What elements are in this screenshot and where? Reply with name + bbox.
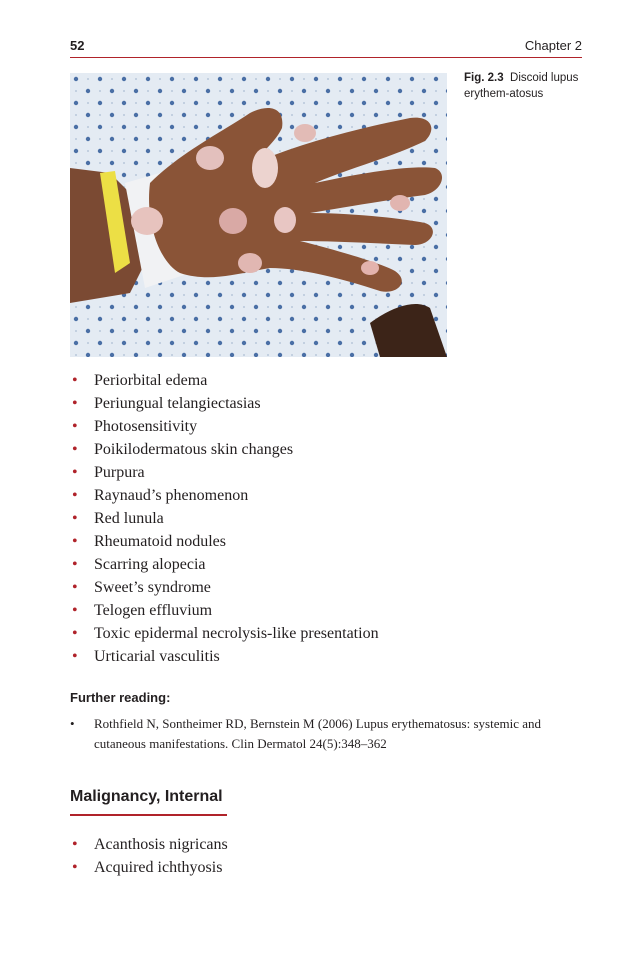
bullet-icon: • <box>72 372 78 389</box>
list-item-text: Red lunula <box>94 510 164 527</box>
further-reading-heading: Further reading: <box>70 690 171 705</box>
sign-list <box>72 369 379 668</box>
reference-text: Rothfield N, Sontheimer RD, Bernstein M (2006) Lupus erythematosus: systemic and cutaneous manifestations. Clin Dermatol 24(5):348–362 <box>94 716 541 751</box>
hand-lesions-photo <box>70 73 447 357</box>
bullet-icon: • <box>72 625 78 642</box>
page-number: 52 <box>70 38 85 53</box>
list-item <box>72 461 379 484</box>
section-heading: Malignancy, Internal <box>70 788 223 805</box>
list-item-text: Purpura <box>94 464 145 481</box>
bullet-icon: • <box>72 395 78 412</box>
list-item <box>72 438 379 461</box>
bullet-icon: • <box>72 418 78 435</box>
section-rule <box>70 814 227 816</box>
list-item-text: Sweet’s syndrome <box>94 579 211 596</box>
header-rule <box>70 57 582 58</box>
list-item <box>72 576 379 599</box>
list-item-text: Periungual telangiectasias <box>94 395 261 412</box>
list-item <box>72 369 379 392</box>
list-item-text: Raynaud’s phenomenon <box>94 487 249 504</box>
bullet-icon: • <box>72 602 78 619</box>
list-item <box>72 553 379 576</box>
list-item-text: Periorbital edema <box>94 372 208 389</box>
list-item-text: Photosensitivity <box>94 418 198 435</box>
list-item-text: Telogen effluvium <box>94 602 213 619</box>
figure-photo <box>70 73 447 357</box>
bullet-icon: • <box>72 556 78 573</box>
section-list <box>72 833 228 879</box>
list-item-text: Scarring alopecia <box>94 556 206 573</box>
running-header <box>70 38 582 56</box>
chapter-label: Chapter 2 <box>524 38 582 53</box>
list-item <box>72 645 379 668</box>
list-item-text: Poikilodermatous skin changes <box>94 441 294 458</box>
list-item-text: Acquired ichthyosis <box>94 859 223 876</box>
list-item <box>72 622 379 645</box>
bullet-icon: • <box>72 441 78 458</box>
list-item <box>72 484 379 507</box>
figure-caption-text: Discoid lupus erythem-atosus <box>464 72 579 100</box>
bullet-icon: • <box>70 716 75 731</box>
list-item-text: Toxic epidermal necrolysis-like presentation <box>94 625 379 642</box>
bullet-icon: • <box>72 836 78 853</box>
list-item <box>72 392 379 415</box>
bullet-icon: • <box>72 510 78 527</box>
figure-label: Fig. 2.3 <box>464 72 504 84</box>
list-item-text: Acanthosis nigricans <box>94 836 228 853</box>
list-item <box>72 599 379 622</box>
list-item <box>72 530 379 553</box>
bullet-icon: • <box>72 859 78 876</box>
reference-item <box>70 714 582 754</box>
list-item <box>72 833 228 856</box>
bullet-icon: • <box>72 648 78 665</box>
bullet-icon: • <box>72 533 78 550</box>
figure-caption <box>464 70 584 102</box>
list-item-text: Urticarial vasculitis <box>94 648 220 665</box>
list-item-text: Rheumatoid nodules <box>94 533 226 550</box>
reference-list <box>70 714 582 754</box>
list-item <box>72 856 228 879</box>
list-item <box>72 415 379 438</box>
list-item <box>72 507 379 530</box>
bullet-icon: • <box>72 464 78 481</box>
bullet-icon: • <box>72 579 78 596</box>
bullet-icon: • <box>72 487 78 504</box>
